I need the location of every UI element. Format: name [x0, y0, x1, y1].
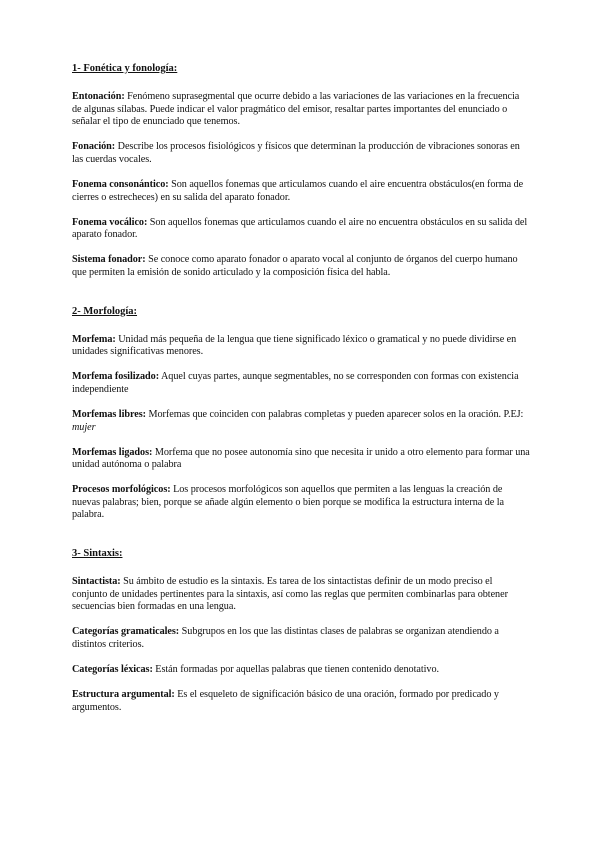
- entry-term: Entonación:: [72, 91, 125, 102]
- section-fonetica: [72, 62, 530, 280]
- entry-definition: Describe los procesos fisiológicos y físicos que determinan la producción de vibraciones sonoras en las cuerdas vocales.: [72, 141, 520, 165]
- entry-sistema-fonador: [72, 254, 530, 279]
- entry-term: Sintactista:: [72, 576, 121, 588]
- entry-term: Sistema fonador:: [72, 254, 146, 266]
- entry-definition: Subgrupos en los que las distintas clases de palabras se organizan atendiendo a distintos criterios.: [72, 626, 499, 650]
- entry-definition: Aquel cuyas partes, aunque segmentables, no se corresponden con formas con existencia independiente: [72, 371, 519, 395]
- entry-morfemas-libres: [72, 409, 530, 434]
- entry-term: Fonema consonántico:: [72, 178, 169, 190]
- entry-definition: Están formadas por aquellas palabras que tienen contenido denotativo.: [152, 664, 439, 676]
- entry-morfemas-ligados: [72, 447, 530, 472]
- section-sintaxis: [72, 547, 530, 714]
- entry-definition: Morfema que no posee autonomía sino que necesita ir unido a otro elemento para formar una unidad autónoma o palabra: [72, 446, 530, 471]
- entry-definition: Los procesos morfológicos son aquellos que permiten a las lenguas la creación de nuevas palabras; bien, porque se añade algún elemento o bien porque se modifica la estructura interna de la palabra.: [72, 484, 504, 521]
- entry-definition: Fenómeno suprasegmental que ocurre debido a las variaciones de las variaciones en la frecuencia de algunas sílabas. Puede indicar el valor pragmático del emisor, resaltar partes importantes del enunciado o señalar el tipo de enunciado que tenemos.: [72, 91, 520, 128]
- entry-definition: Unidad más pequeña de la lengua que tiene significado léxico o gramatical y no puede dividirse en unidades significativas menores.: [72, 333, 517, 358]
- entry-term: Procesos morfológicos:: [72, 484, 171, 496]
- entry-entonacion: [72, 91, 530, 129]
- section-morfologia: [72, 305, 530, 523]
- document-page: [72, 62, 530, 739]
- entry-term: Morfemas libres:: [72, 408, 146, 420]
- entry-categorias-lexicas: [72, 664, 530, 677]
- entry-term: Categorías léxicas:: [72, 664, 153, 676]
- entry-definition: Son aquellos fonemas que articulamos cuando el aire no encuentra obstáculos en su salida del aparato fonador.: [72, 216, 528, 241]
- entry-term: Fonación:: [72, 141, 116, 153]
- entry-term: Categorías gramaticales:: [72, 626, 180, 638]
- entry-term: Morfema fosilizado:: [72, 371, 160, 383]
- section-title: 2- Morfología:: [72, 305, 138, 317]
- entry-definition: Morfemas que coinciden con palabras completas y pueden aparecer solos en la oración. P.EJ:: [145, 408, 524, 420]
- entry-definition: Su ámbito de estudio es la sintaxis. Es tarea de los sintactistas definir de un modo preciso el conjunto de unidades pertinentes para la sintaxis, así como las reglas que permiten combinarlas para obtener secuencias bien formadas en una lengua.: [72, 576, 508, 613]
- entry-procesos-morfologicos: [72, 484, 530, 522]
- entry-fonema-consonantico: [72, 179, 530, 204]
- entry-term: Morfemas ligados:: [72, 446, 153, 458]
- entry-term: Estructura argumental:: [72, 689, 175, 701]
- entry-fonema-vocalico: [72, 217, 530, 242]
- entry-definition: Se conoce como aparato fonador o aparato vocal al conjunto de órganos del cuerpo humano que permiten la emisión de sonido articulado y la composición física del habla.: [72, 254, 518, 278]
- section-title: 1- Fonética y fonología:: [72, 63, 178, 74]
- entry-term: Morfema:: [72, 333, 116, 345]
- entry-example: mujer: [72, 421, 96, 433]
- entry-morfema-fosilizado: [72, 371, 530, 396]
- entry-fonacion: [72, 141, 530, 166]
- entry-term: Fonema vocálico:: [72, 216, 148, 228]
- entry-estructura-argumental: [72, 689, 530, 714]
- entry-categorias-gramaticales: [72, 626, 530, 651]
- section-title: 3- Sintaxis:: [72, 548, 123, 560]
- entry-morfema: [72, 334, 530, 359]
- entry-definition: Son aquellos fonemas que articulamos cuando el aire encuentra obstáculos(en forma de cierres o estrecheces) en su salida del aparato fonador.: [72, 178, 524, 203]
- entry-sintactista: [72, 576, 530, 614]
- entry-definition: Es el esqueleto de significación básico de una oración, formado por predicado y argumentos.: [72, 689, 499, 713]
